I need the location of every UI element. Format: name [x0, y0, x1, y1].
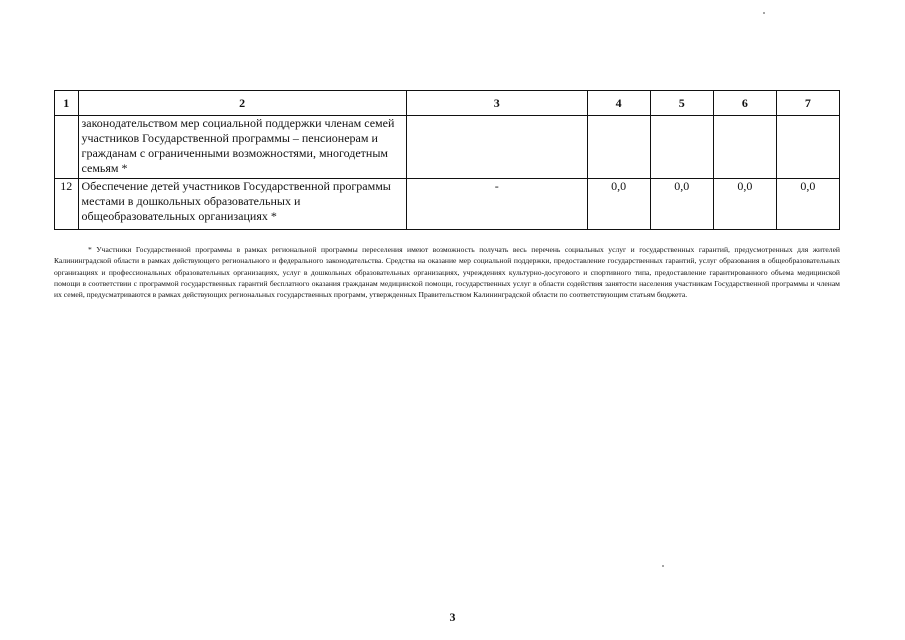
row-value-col6: [713, 116, 776, 179]
footnote: * Участники Государственной программы в рамках региональной программы переселения имеют возможность получать весь перечень социальных услуг и государственных гарантий, предусмотренных для жителей Калининградской области в рамках действующего регионального и федерального законодательства. Средства на оказание мер социальной поддержки, предоставление государственных гарантий, услуг образования в общеобразовательных организациях и профессиональных образовательных организациях, услуг в дошкольных образовательных организациях, учреждениях культурно-досугового и спортивного типа, предоставление гарантированного объема медицинской помощи в соответствии с программой государственных гарантий бесплатного оказания гражданам медицинской помощи, государственных услуг в области содействия занятости населения участникам Государственной программы и членам их семей, предусматриваются в рамках действующих региональных государственных программ, утвержденных Правительством Калининградской области по соответствующим статьям бюджета.: [54, 245, 840, 300]
row-value-col7: [776, 116, 839, 179]
table-header-row: [55, 91, 840, 116]
row-value-col4: 0,0: [587, 179, 650, 230]
table-row: [55, 179, 840, 230]
row-source: [406, 116, 587, 179]
header-col-1: 1: [55, 91, 79, 116]
table-row: [55, 116, 840, 179]
row-number: [55, 116, 79, 179]
data-table: [54, 90, 840, 230]
page-number: 3: [449, 610, 456, 624]
header-col-3: 3: [406, 91, 587, 116]
row-name: законодательством мер социальной поддержки членам семей участников Государственной программы – пенсионерам и гражданам с ограниченными возможностями, многодетным семьям *: [78, 116, 406, 179]
header-col-4: 4: [587, 91, 650, 116]
row-number: 12: [55, 179, 79, 230]
row-value-col5: [650, 116, 713, 179]
row-name: Обеспечение детей участников Государственной программы местами в дошкольных образовательных и общеобразовательных организациях *: [78, 179, 406, 230]
row-value-col5: 0,0: [650, 179, 713, 230]
scan-speck: [763, 12, 765, 14]
header-col-5: 5: [650, 91, 713, 116]
row-value-col7: 0,0: [776, 179, 839, 230]
row-value-col6: 0,0: [713, 179, 776, 230]
scan-speck: [662, 565, 664, 567]
header-col-6: 6: [713, 91, 776, 116]
row-source: -: [406, 179, 587, 230]
row-value-col4: [587, 116, 650, 179]
header-col-7: 7: [776, 91, 839, 116]
header-col-2: 2: [78, 91, 406, 116]
